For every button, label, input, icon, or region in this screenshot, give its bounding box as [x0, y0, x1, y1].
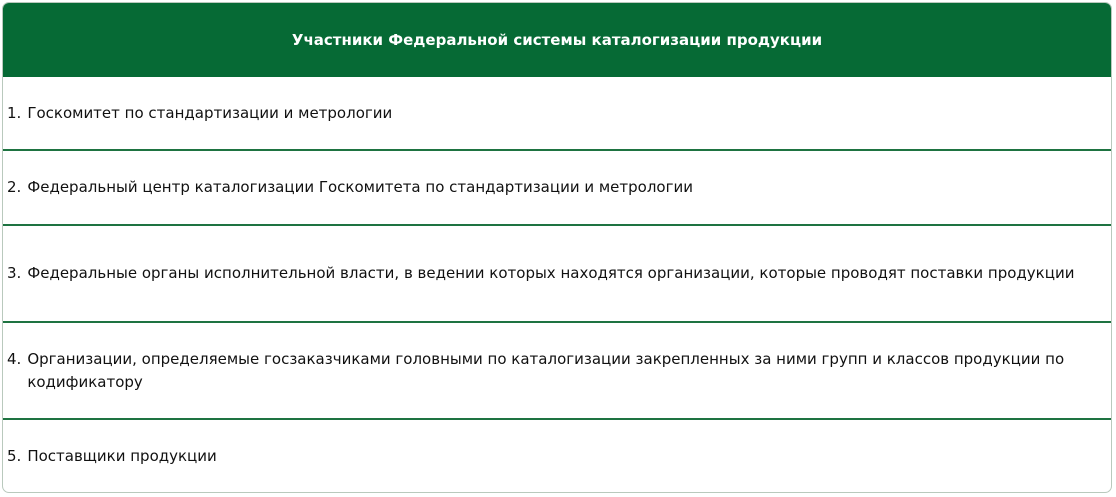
row-content [3, 262, 1111, 285]
row-text: Федеральный центр каталогизации Госкомитета по стандартизации и метрологии [27, 178, 693, 196]
table-row [3, 420, 1111, 492]
row-content [3, 176, 1111, 199]
table-row [3, 323, 1111, 420]
row-number: 1. [7, 103, 22, 122]
table-header [3, 3, 1111, 77]
row-text: Федеральные органы исполнительной власти, в ведении которых находятся организации, которые проводят поставки продукции [27, 264, 1075, 282]
row-number: 3. [7, 264, 22, 282]
participants-table [2, 2, 1112, 493]
row-number: 4. [7, 349, 22, 368]
table-title: Участники Федеральной системы каталогизации продукции [291, 31, 823, 49]
table-row [3, 151, 1111, 226]
row-content [3, 348, 1111, 394]
row-text: Организации, определяемые госзаказчиками головными по каталогизации закрепленных за ними групп и классов продукции по кодификатору [27, 349, 1065, 391]
row-content [3, 445, 1111, 468]
row-text: Госкомитет по стандартизации и метрологии [27, 103, 393, 122]
row-text: Поставщики продукции [27, 446, 217, 465]
table-row [3, 77, 1111, 151]
table-row [3, 226, 1111, 323]
row-number: 5. [7, 446, 22, 465]
row-number: 2. [7, 178, 22, 196]
row-content [3, 102, 1111, 125]
table-rows [3, 77, 1111, 492]
